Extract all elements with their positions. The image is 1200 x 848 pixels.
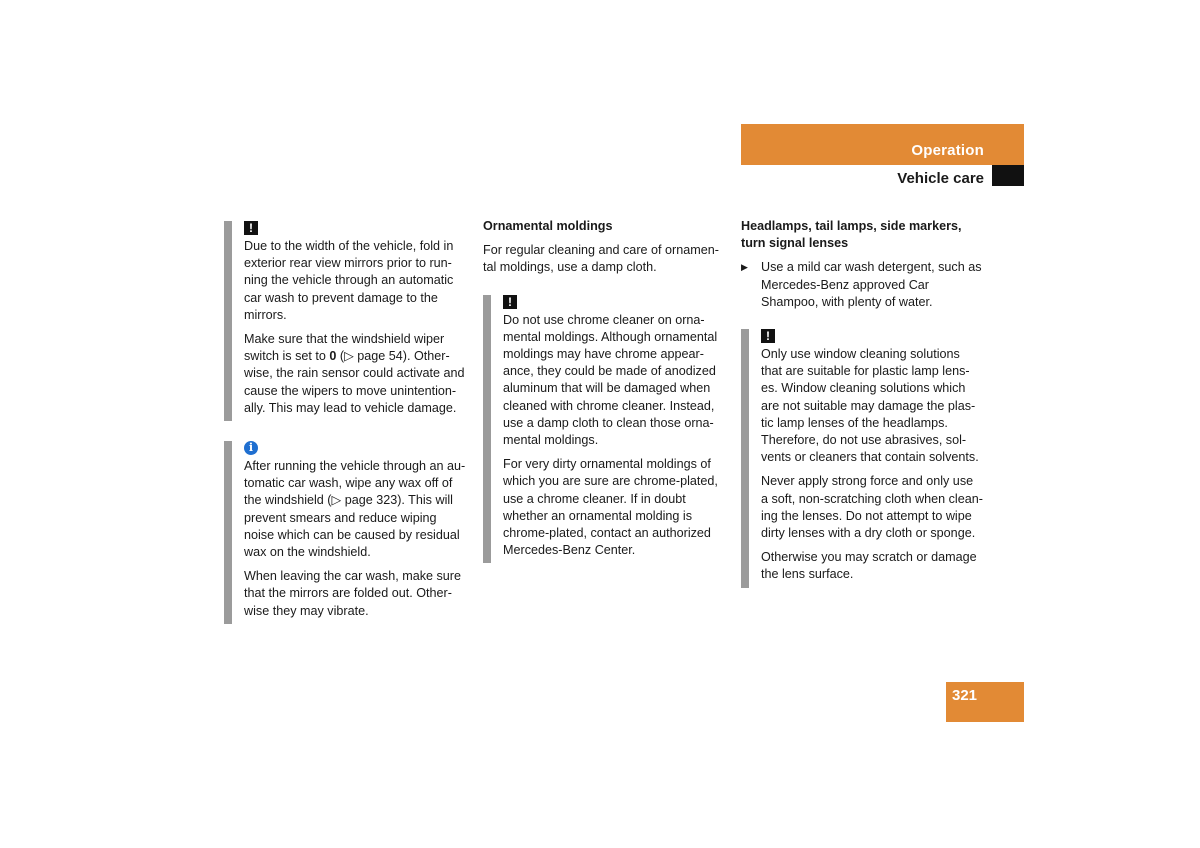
warning-icon: ! <box>761 329 775 343</box>
warning-text-wiper: Make sure that the windshield wiper switch is set to 0 (▷ page 54). Other-wise, the rain sensor could activate and cause the wipers to move unintention-ally. This may lead to vehicle damage. <box>244 332 465 415</box>
section-title: Operation <box>911 142 984 159</box>
column-3 <box>741 217 983 602</box>
page-number-box <box>946 682 1024 722</box>
info-note <box>224 437 466 620</box>
warning-text-scratch: Otherwise you may scratch or damage the lens surface. <box>761 550 977 582</box>
section-header <box>741 124 1024 165</box>
subsection-header <box>741 165 1024 186</box>
bullet-arrow-icon: ▶ <box>741 262 748 273</box>
warning-text: Do not use chrome cleaner on orna-mental moldings. Although ornamental moldings may have chrome appear-ance, they could be made of anodized aluminum that will be damaged when cleaned with chrome cleaner. Instead, use a damp cloth to clean those orna-mental moldings. <box>503 312 718 448</box>
warning-text: Only use window cleaning solutions that are suitable for plastic lamp lens-es. Window cleaning solutions which are not suitable may damage the plas-tic lamp lenses of the headlamps. Therefore, do not use abrasives, sol-vents or cleaners that contain solvents. <box>761 347 979 465</box>
column-2 <box>483 217 725 577</box>
warning-note <box>741 325 983 584</box>
warning-text: Due to the width of the vehicle, fold in exterior rear view mirrors prior to run-ning the vehicle through an automatic car wash to prevent damage to the mirrors. <box>244 239 454 322</box>
info-icon: i <box>244 441 258 455</box>
intro-text: For regular cleaning and care of ornamen-tal moldings, use a damp cloth. <box>483 243 719 275</box>
warning-icon: ! <box>244 221 258 235</box>
warning-text-force: Never apply strong force and only use a soft, non-scratching cloth when clean-ing the lenses. Do not attempt to wipe dirty lenses with a dry cloth or sponge. <box>761 474 983 541</box>
warning-icon: ! <box>503 295 517 309</box>
bullet-text: Use a mild car wash detergent, such as Mercedes-Benz approved Car Shampoo, with plenty of water. <box>761 260 982 309</box>
heading-ornamental-moldings: Ornamental moldings <box>483 219 613 233</box>
subsection-title: Vehicle care <box>897 170 984 187</box>
warning-text-chrome: For very dirty ornamental moldings of which you are sure are chrome-plated, use a chrome cleaner. If in doubt whether an ornamental molding is chrome-plated, contact an authorized Mercedes-Benz Center. <box>503 457 718 558</box>
warning-note <box>483 291 725 560</box>
column-1 <box>224 217 466 638</box>
heading-headlamps: Headlamps, tail lamps, side markers, turn signal lenses <box>741 219 962 251</box>
page-number: 321 <box>952 687 978 704</box>
warning-note <box>224 217 466 417</box>
info-text-mirrors: When leaving the car wash, make sure that the mirrors are folded out. Other-wise they may vibrate. <box>244 569 461 618</box>
info-text: After running the vehicle through an au-tomatic car wash, wipe any wax off of the windshield (▷ page 323). This will prevent smears and reduce wiping noise which can be caused by residual wax on the windshield. <box>244 459 466 560</box>
subsection-marker <box>992 165 1024 186</box>
instruction-bullet <box>741 259 983 311</box>
